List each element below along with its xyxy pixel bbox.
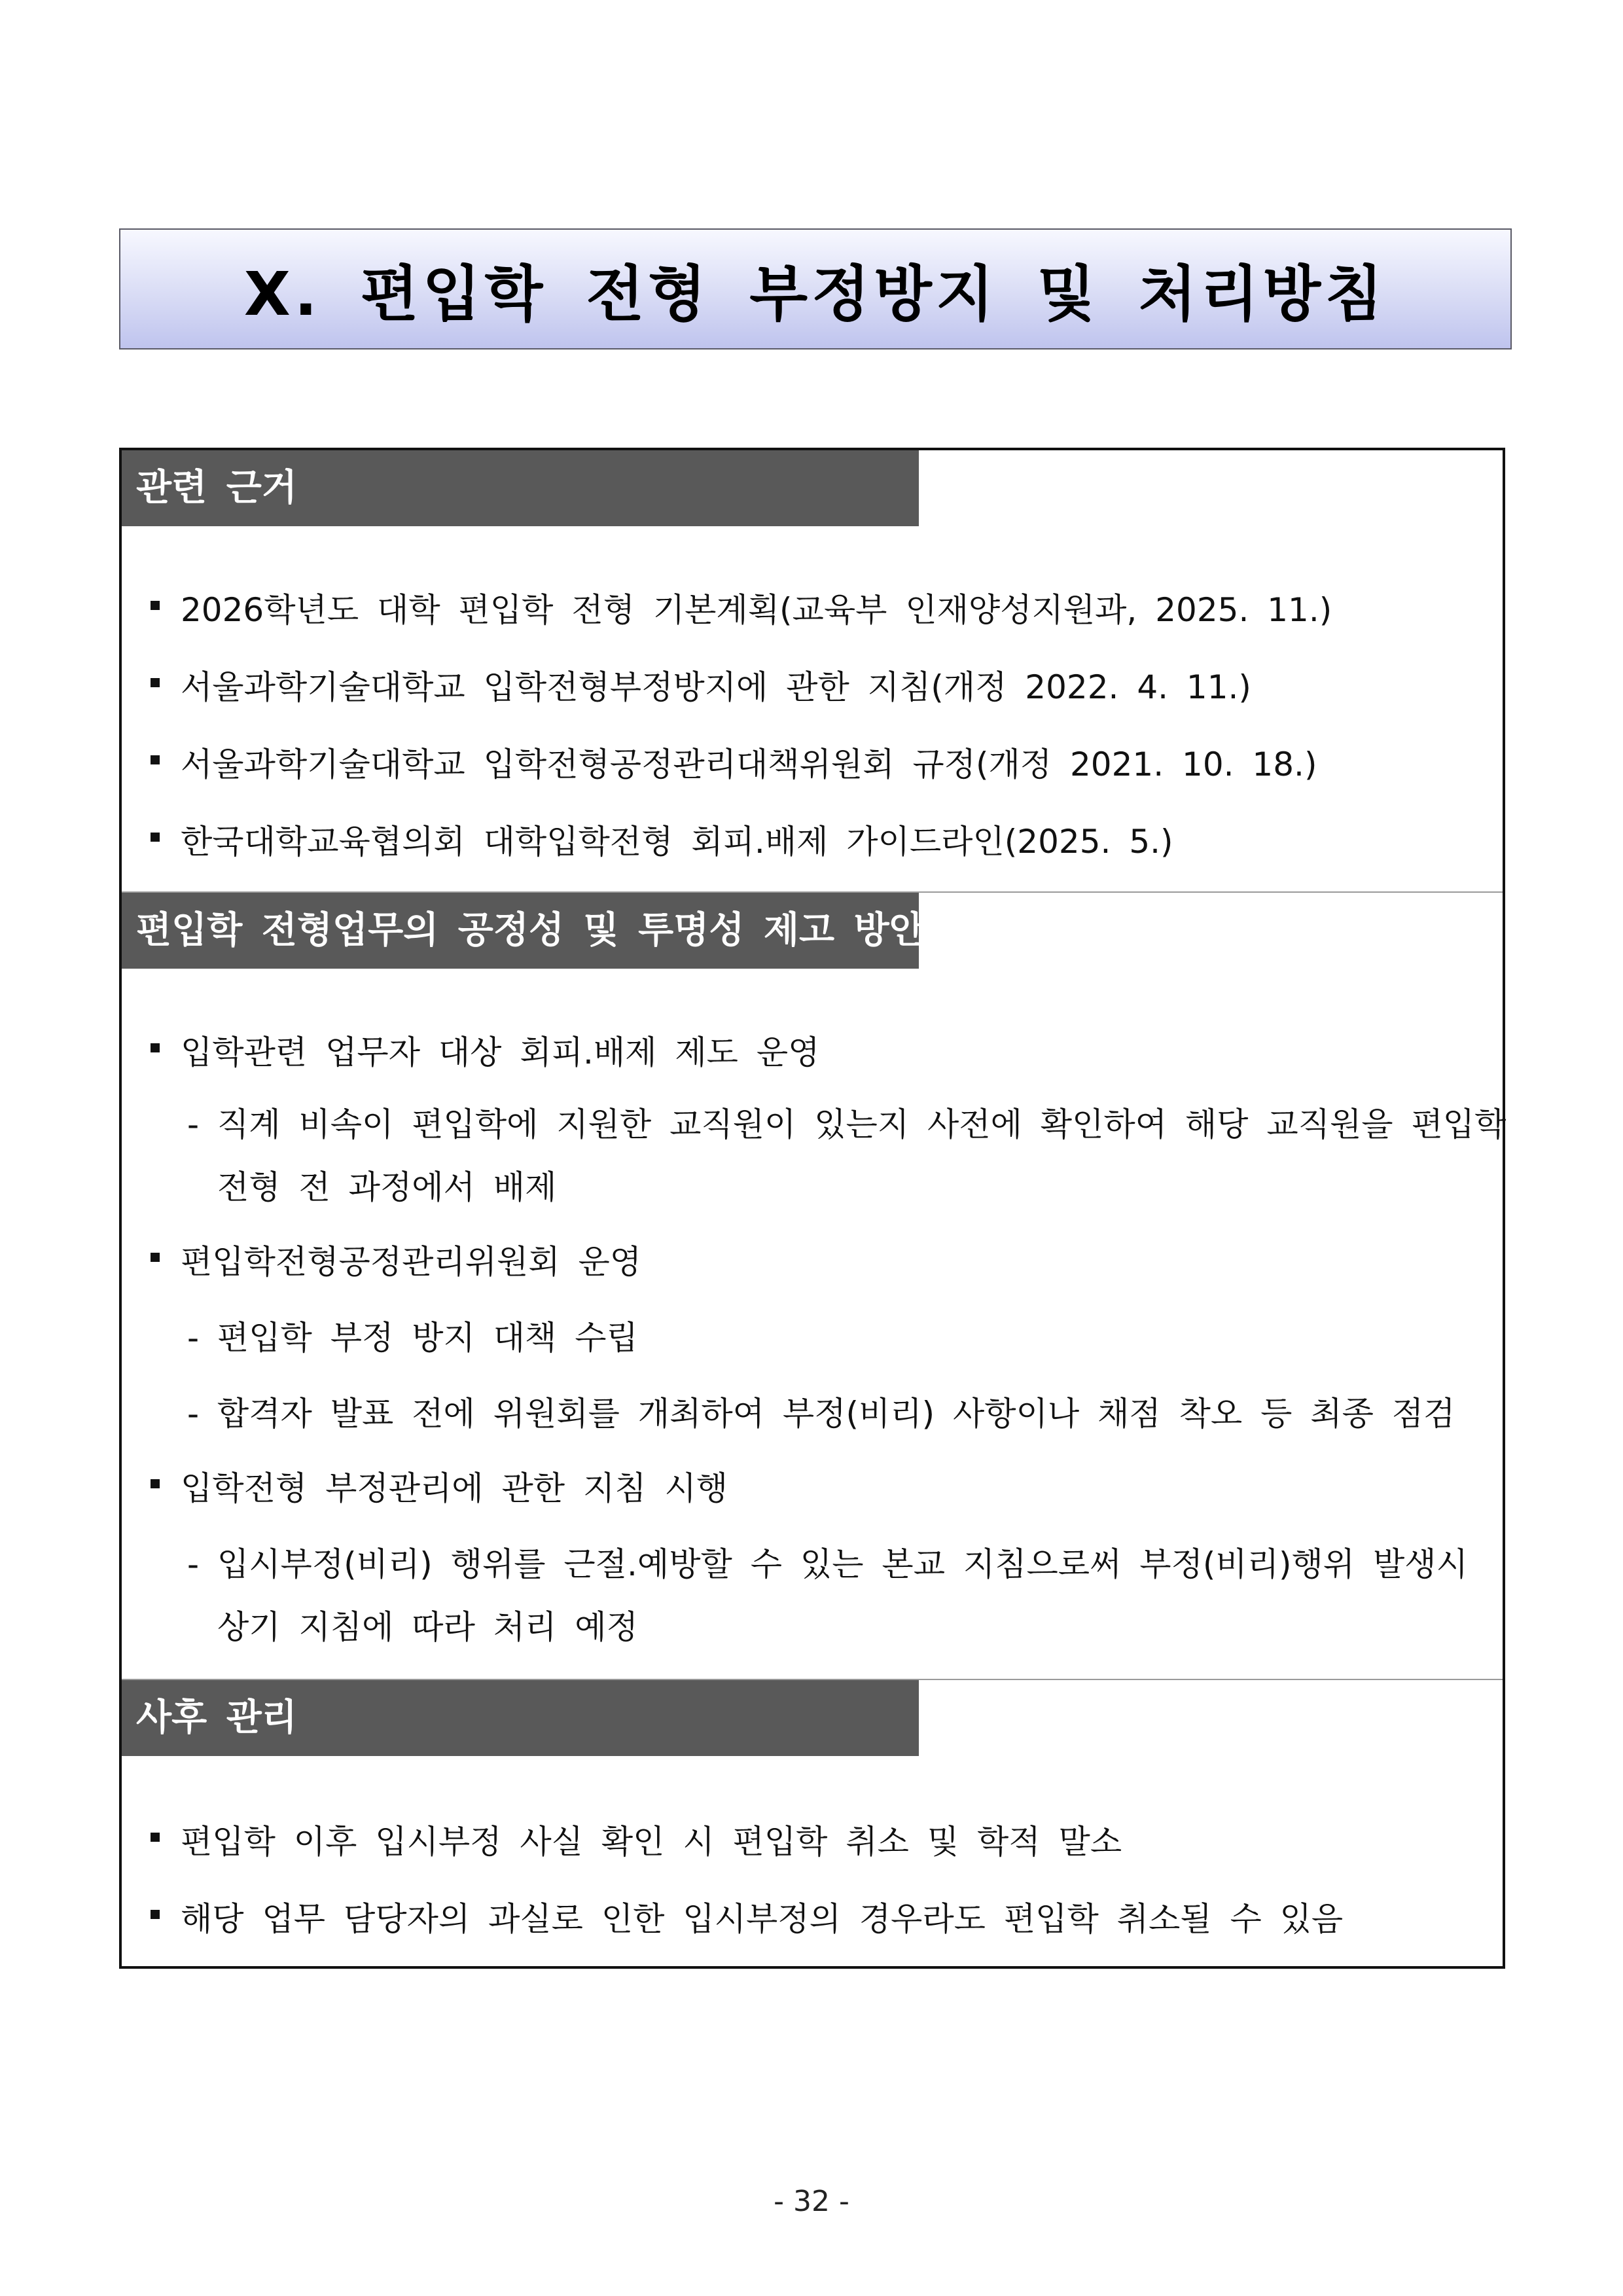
chapter-title: X. 편입학 전형 부정방지 및 처리방침 xyxy=(243,259,1387,329)
section-header-basis: 관련 근거 xyxy=(122,450,919,526)
bullet-marker xyxy=(151,1910,160,1919)
content-box xyxy=(119,448,1505,1969)
bullet-marker xyxy=(151,833,160,842)
fairness-subitem-continued: 전형 전 과정에서 배제 xyxy=(217,1168,557,1206)
section-header-fairness: 편입학 전형업무의 공정성 및 투명성 제고 방안 xyxy=(122,893,919,969)
fairness-subitem: - 직계 비속이 편입학에 지원한 교직원이 있는지 사전에 확인하여 해당 교직원을 편입학 xyxy=(187,1105,1507,1143)
page-number: - 32 - xyxy=(774,2185,849,2218)
followup-item: 편입학 이후 입시부정 사실 확인 시 편입학 취소 및 학적 말소 xyxy=(181,1823,1122,1861)
basis-item: 한국대학교육협의회 대학입학전형 회피.배제 가이드라인(2025. 5.) xyxy=(181,823,1173,861)
fairness-subitem: - 입시부정(비리) 행위를 근절.예방할 수 있는 본교 지침으로써 부정(비리)행위 발생시 xyxy=(187,1545,1468,1583)
fairness-item: 입학전형 부정관리에 관한 지침 시행 xyxy=(181,1469,728,1507)
bullet-marker xyxy=(151,1253,160,1262)
basis-item: 서울과학기술대학교 입학전형부정방지에 관한 지침(개정 2022. 4. 11.) xyxy=(181,668,1251,706)
fairness-subitem-continued: 상기 지침에 따라 처리 예정 xyxy=(217,1608,638,1646)
bullet-marker xyxy=(151,678,160,687)
section-header-followup: 사후 관리 xyxy=(122,1680,919,1756)
bullet-marker xyxy=(151,601,160,610)
followup-item: 해당 업무 담당자의 과실로 인한 입시부정의 경우라도 편입학 취소될 수 있음 xyxy=(181,1900,1344,1938)
basis-item: 2026학년도 대학 편입학 전형 기본계획(교육부 인재양성지원과, 2025. 11.) xyxy=(181,591,1332,629)
bullet-marker xyxy=(151,1479,160,1488)
fairness-item: 입학관련 업무자 대상 회피.배제 제도 운영 xyxy=(181,1033,820,1071)
fairness-subitem: - 합격자 발표 전에 위원회를 개최하여 부정(비리) 사항이나 채점 착오 등 최종 점검 xyxy=(187,1395,1455,1433)
fairness-item: 편입학전형공정관리위원회 운영 xyxy=(181,1243,642,1281)
basis-item: 서울과학기술대학교 입학전형공정관리대책위원회 규정(개정 2021. 10. 18.) xyxy=(181,745,1317,783)
chapter-title-box xyxy=(119,228,1512,350)
fairness-subitem: - 편입학 부정 방지 대책 수립 xyxy=(187,1319,638,1357)
bullet-marker xyxy=(151,1833,160,1842)
bullet-marker xyxy=(151,1043,160,1052)
bullet-marker xyxy=(151,755,160,764)
